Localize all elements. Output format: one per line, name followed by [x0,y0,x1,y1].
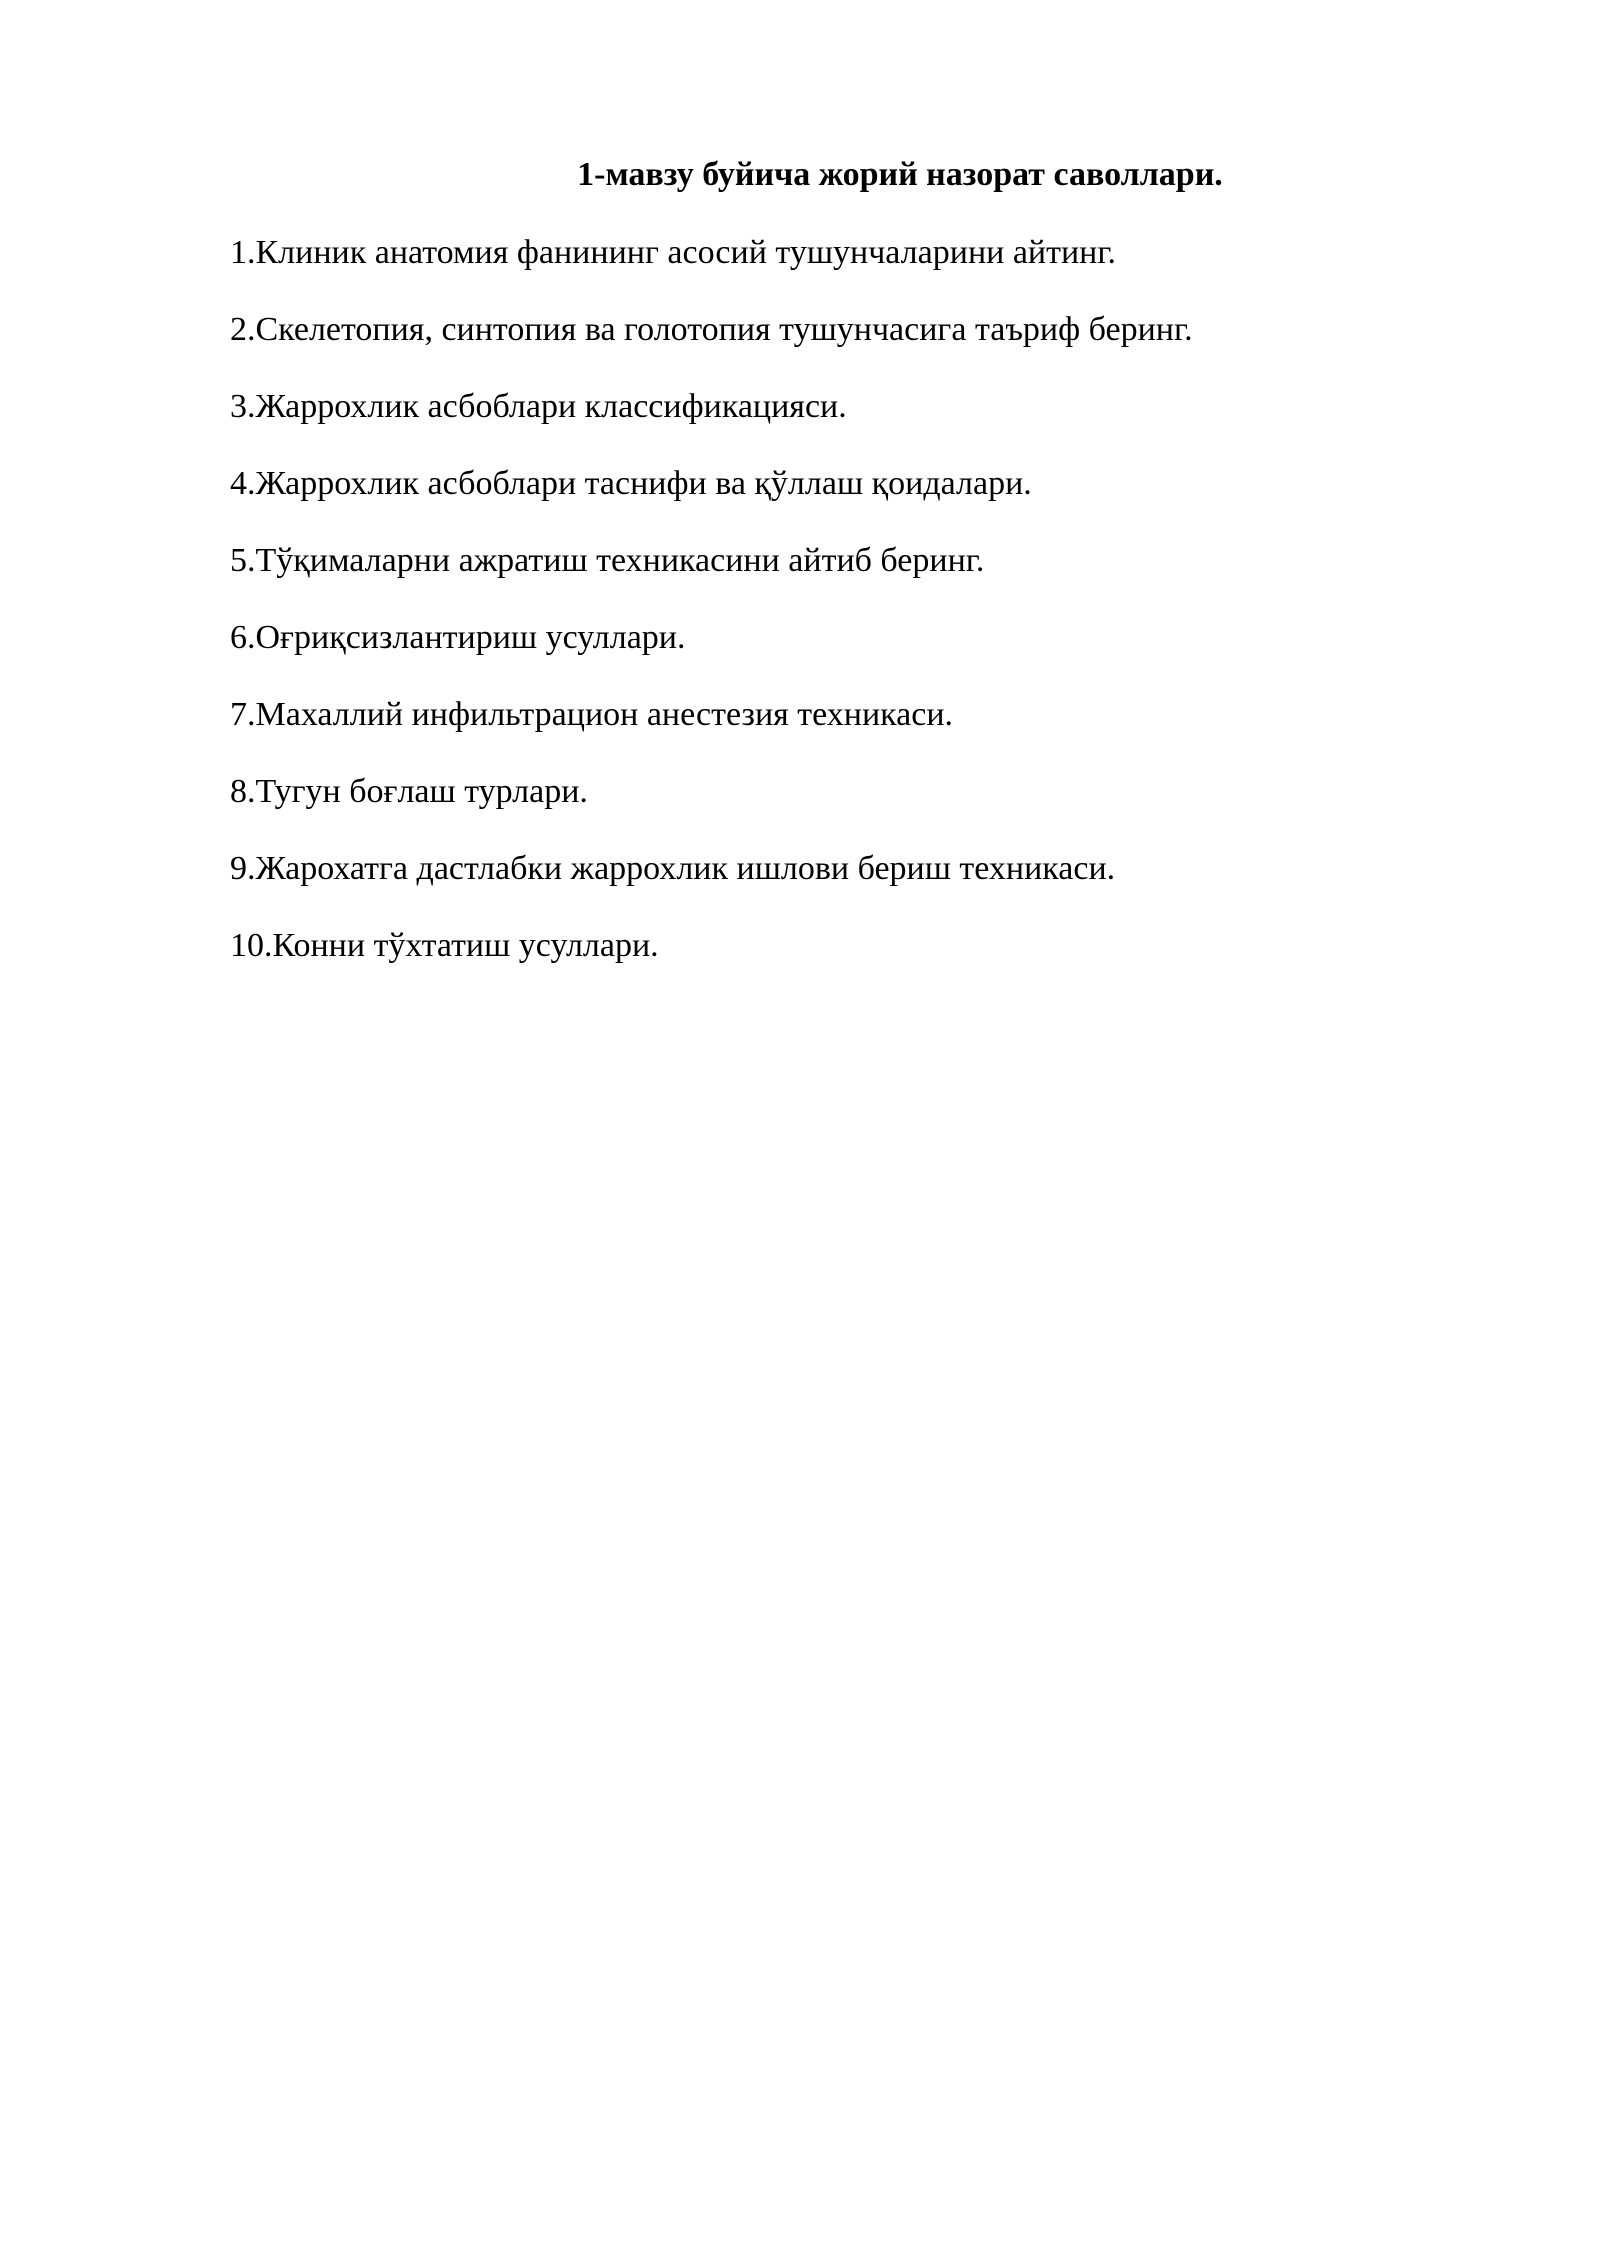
question-item: 2.Скелетопия, синтопия ва голотопия тушунчасига таъриф беринг. [230,311,1193,348]
question-item: 7.Махаллий инфильтрацион анестезия техникаси. [230,696,954,733]
question-item: 5.Тўқималарни ажратиш техникасини айтиб беринг. [230,542,985,579]
document-title: 1-мавзу буйича жорий назорат саволлари. [577,156,1223,193]
question-item: 3.Жаррохлик асбоблари классификацияси. [230,388,847,425]
question-item: 9.Жарохатга дастлабки жаррохлик ишлови бериш техникаси. [230,850,1116,887]
question-item: 4.Жаррохлик асбоблари таснифи ва қўллаш қоидалари. [230,465,1032,502]
question-item: 8.Тугун боғлаш турлари. [230,773,588,810]
questions-list [230,228,1193,998]
question-item: 10.Конни тўхтатиш усуллари. [230,927,659,964]
question-item: 1.Клиник анатомия фанининг асосий тушунчаларини айтинг. [230,234,1116,271]
question-item: 6.Оғриқсизлантириш усуллари. [230,619,686,656]
